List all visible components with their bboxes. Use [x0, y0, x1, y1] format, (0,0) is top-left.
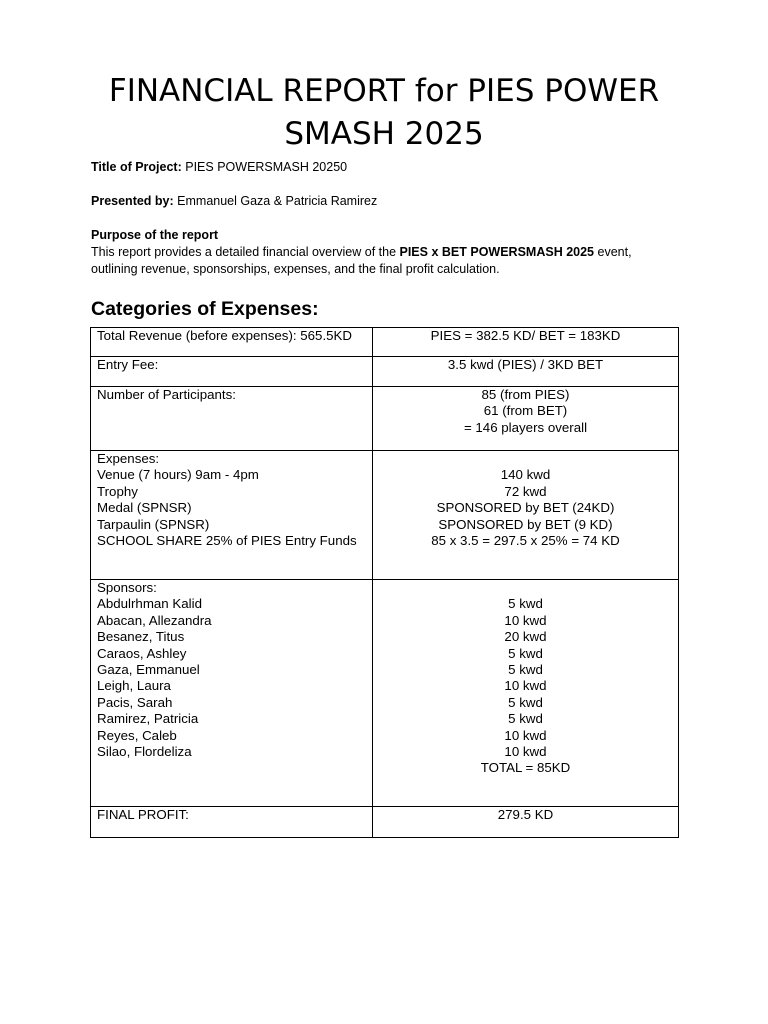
sponsor-amount: 10 kwd [504, 612, 547, 628]
expense-item-value: SPONSORED by BET (9 KD) [438, 516, 613, 532]
entry-fee-value: 3.5 kwd (PIES) / 3KD BET [373, 357, 679, 387]
participants-total: = 146 players overall [463, 419, 588, 435]
table-row-entry-fee [91, 357, 679, 387]
entry-fee-label: Entry Fee: [91, 357, 373, 387]
expense-item-value: SPONSORED by BET (24KD) [436, 500, 615, 516]
report-title: FINANCIAL REPORT for PIES POWER SMASH 2025 [108, 73, 660, 152]
expense-item-value: 85 x 3.5 = 297.5 x 25% = 74 KD [431, 533, 620, 549]
sponsor-name: Leigh, Laura [97, 678, 171, 694]
sponsor-amount: 5 kwd [508, 662, 543, 678]
sponsor-name: Ramirez, Patricia [97, 711, 199, 727]
expense-item-label: Medal (SPNSR) [97, 500, 192, 516]
project-title-value: PIES POWERSMASH 20250 [185, 160, 348, 174]
purpose-text-start: This report provides a detailed financial overview of the [91, 245, 400, 259]
table-row-sponsors [91, 580, 679, 807]
sponsor-name: Reyes, Caleb [97, 727, 177, 743]
sponsor-amount: 5 kwd [508, 645, 543, 661]
sponsor-amount: 20 kwd [504, 629, 547, 645]
sponsor-name: Abdulrhman Kalid [97, 596, 202, 612]
sponsor-name: Besanez, Titus [97, 629, 185, 645]
sponsor-name: Abacan, Allezandra [97, 612, 212, 628]
participants-pies: 85 (from PIES) [481, 387, 570, 402]
presented-by-label: Presented by: [91, 194, 174, 208]
sponsor-amount: 5 kwd [508, 711, 543, 727]
revenue-value: PIES = 382.5 KD/ BET = 183KD [373, 328, 679, 357]
sponsors-total: TOTAL = 85KD [480, 760, 571, 776]
sponsor-name: Caraos, Ashley [97, 645, 187, 661]
expense-item-value: 72 kwd [504, 483, 547, 499]
sponsors-names [91, 580, 373, 807]
expense-item-label: Trophy [97, 483, 138, 499]
sponsor-amount: 5 kwd [508, 596, 543, 612]
purpose-heading: Purpose of the report [91, 228, 219, 242]
expenses-section-heading: Categories of Expenses: [91, 298, 319, 320]
participants-values [373, 387, 679, 451]
sponsors-spacer [379, 580, 672, 596]
sponsor-name: Silao, Flordeliza [97, 744, 192, 760]
expenses-labels [91, 451, 373, 580]
purpose-text-event: PIES x BET POWERSMASH 2025 [399, 245, 595, 259]
purpose-section [91, 227, 681, 278]
sponsor-amount: 10 kwd [504, 678, 547, 694]
participants-bet: 61 (from BET) [483, 403, 568, 419]
presented-by-line [91, 193, 681, 210]
sponsor-amount: 10 kwd [504, 727, 547, 743]
expense-item-value: 140 kwd [500, 467, 551, 483]
sponsors-heading: Sponsors: [97, 580, 157, 595]
participants-label: Number of Participants: [91, 387, 373, 451]
final-profit-label: FINAL PROFIT: [91, 807, 373, 838]
table-row-final-profit [91, 807, 679, 838]
expense-item-label: Venue (7 hours) 9am - 4pm [97, 467, 259, 483]
project-title-label: Title of Project: [91, 160, 182, 174]
final-profit-value: 279.5 KD [373, 807, 679, 838]
expenses-heading: Expenses: [97, 451, 160, 466]
expenses-table [90, 327, 679, 838]
table-row-revenue [91, 328, 679, 357]
expense-item-label: Tarpaulin (SPNSR) [97, 516, 210, 532]
sponsor-amount: 10 kwd [504, 744, 547, 760]
sponsors-amounts [373, 580, 679, 807]
table-row-participants [91, 387, 679, 451]
revenue-label: Total Revenue (before expenses): 565.5KD [91, 328, 373, 357]
project-title-line [91, 159, 681, 176]
purpose-text-end: event, outlining revenue, sponsorships, expenses, and the final profit calculation. [91, 245, 632, 276]
table-row-expenses [91, 451, 679, 580]
sponsor-name: Pacis, Sarah [97, 694, 173, 710]
expenses-values [373, 451, 679, 580]
expenses-spacer [379, 451, 672, 467]
sponsor-name: Gaza, Emmanuel [97, 662, 200, 678]
purpose-text [91, 245, 632, 276]
sponsor-amount: 5 kwd [508, 694, 543, 710]
presented-by-value: Emmanuel Gaza & Patricia Ramirez [177, 194, 378, 208]
expense-item-label: SCHOOL SHARE 25% of PIES Entry Funds [97, 533, 357, 549]
